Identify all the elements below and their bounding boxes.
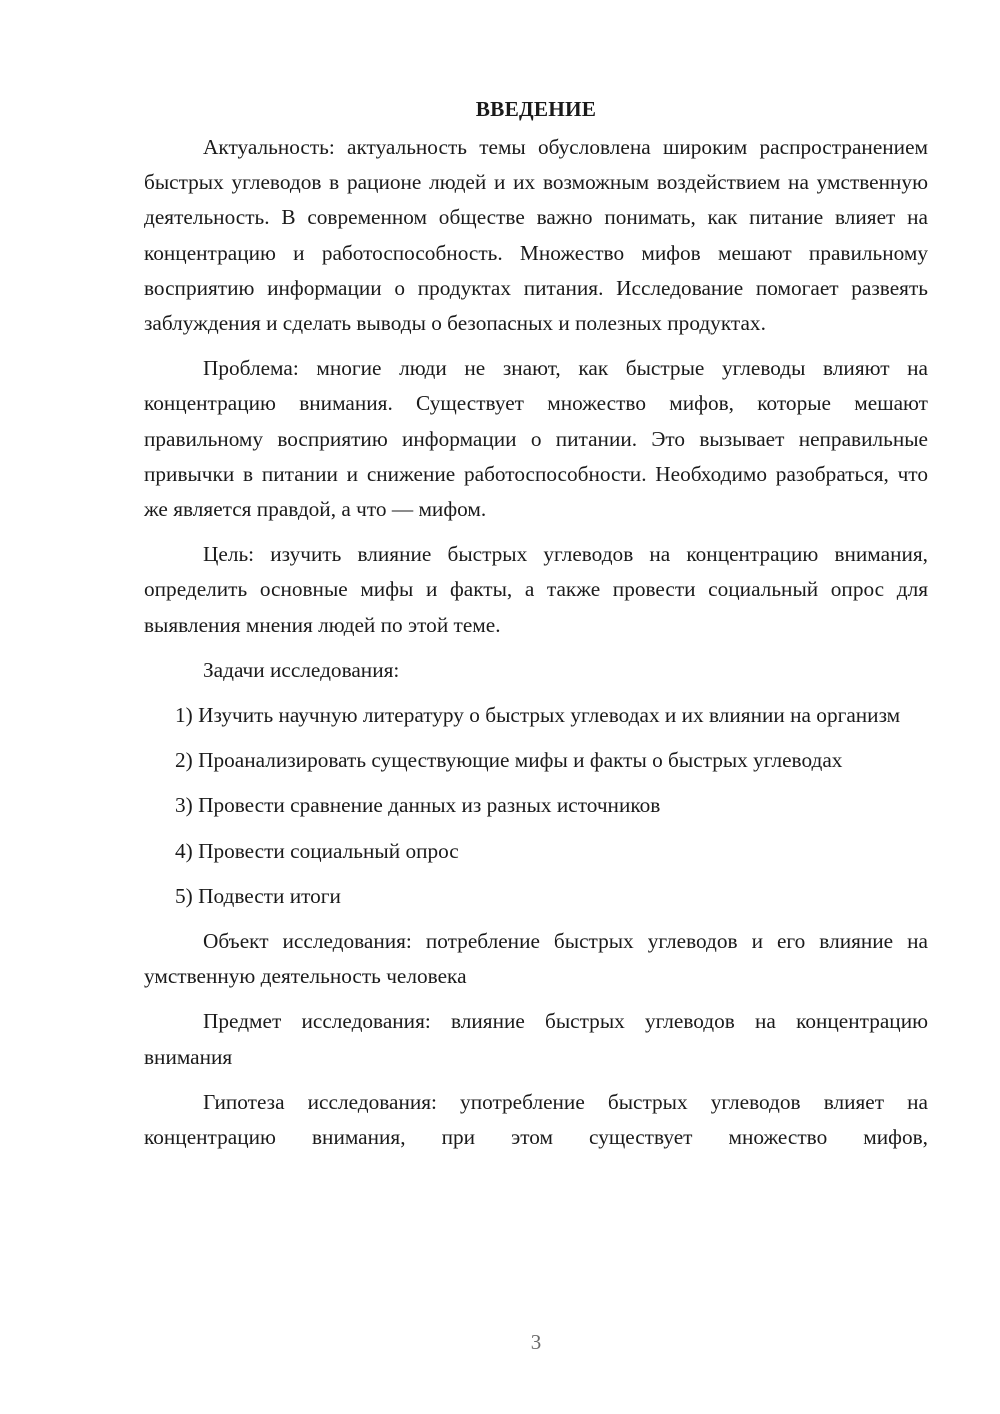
task-item-2: 2) Проанализировать существующие мифы и факты о быстрых углеводах (175, 748, 843, 773)
relevance-paragraph: Актуальность: актуальность темы обусловлена широким распространением быстрых углеводов в рационе людей и их возможным воздействием на умственную деятельность. В современном обществе важно понимать, как питание влияет на концентрацию и работоспособность. Множество мифов мешают правильному восприятию информации о продуктах питания. Исследование помогает развеять заблуждения и сделать выводы о безопасных и полезных продуктах. (144, 135, 928, 336)
page-number: 3 (530, 1330, 542, 1354)
problem-paragraph: Проблема: многие люди не знают, как быстрые углеводы влияют на концентрацию внимания. Существует множество мифов, которые мешают правильному восприятию информации о питании. Это вызывает неправильные привычки в питании и снижение работоспособности. Необходимо разобраться, что же является правдой, а что — мифом. (144, 356, 928, 522)
task-item-3: 3) Провести сравнение данных из разных источников (175, 793, 661, 818)
tasks-heading: Задачи исследования: (203, 657, 400, 682)
task-item-5: 5) Подвести итоги (175, 883, 341, 908)
document-page (144, 92, 928, 1165)
hypothesis-paragraph: Гипотеза исследования: употребление быстрых углеводов влияет на концентрацию внимания, при этом существует множество мифов, (144, 1089, 928, 1150)
task-item-4: 4) Провести социальный опрос (175, 838, 459, 863)
subject-paragraph: Предмет исследования: влияние быстрых углеводов на концентрацию внимания (144, 1009, 928, 1069)
object-paragraph: Объект исследования: потребление быстрых углеводов и его влияние на умственную деятельность человека (144, 929, 928, 989)
goal-paragraph: Цель: изучить влияние быстрых углеводов на концентрацию внимания, определить основные мифы и факты, а также провести социальный опрос для выявления мнения людей по этой теме. (144, 542, 928, 637)
task-item-1: 1) Изучить научную литературу о быстрых углеводах и их влиянии на организм (175, 703, 901, 728)
section-title: ВВЕДЕНИЕ (475, 97, 597, 121)
